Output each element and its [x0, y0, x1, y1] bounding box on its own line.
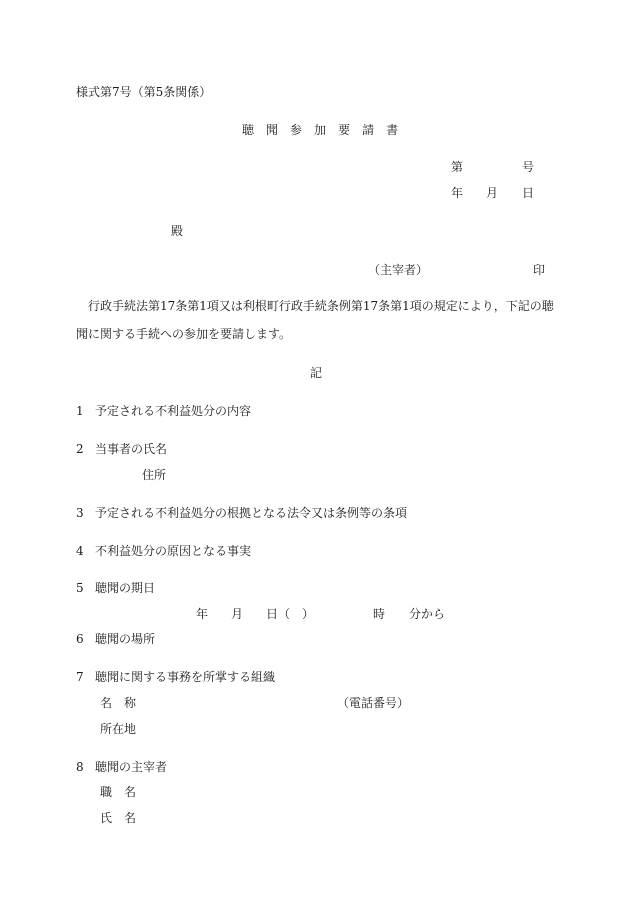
body-paragraph: 行政手続法第17条第1項又は利根町行政手続条例第17条第1項の規定により，下記の聴聞に関する手続への参加を要請します。 [76, 299, 554, 341]
ki-heading: 記 [310, 366, 323, 380]
item-label: 予定される不利益処分の内容 [95, 404, 252, 418]
hearing-time-hour: 時 [373, 607, 386, 621]
item-label: 予定される不利益処分の根拠となる法令又は条例等の条項 [95, 506, 408, 520]
form-number: 様式第7号（第5条関係） [76, 85, 212, 99]
item-7 [76, 669, 275, 685]
date-day: 日 [522, 186, 535, 200]
doc-number-go: 号 [522, 160, 535, 174]
item-number: 3 [76, 506, 84, 520]
item-label: 聴聞の主宰者 [95, 760, 168, 774]
item-1 [76, 403, 251, 419]
item-label: 当事者の氏名 [95, 442, 168, 456]
item-2-address: 住所 [142, 468, 167, 482]
addressee-suffix: 殿 [171, 224, 184, 238]
title-char: 要 [338, 123, 351, 137]
item-number: 4 [76, 544, 84, 558]
title-char: 聞 [266, 123, 279, 137]
title-char: 聴 [242, 123, 255, 137]
item-label: 不利益処分の原因となる事実 [95, 544, 252, 558]
presider-name-label: 氏 名 [100, 811, 137, 825]
item-number: 7 [76, 670, 84, 684]
item-number: 6 [76, 632, 84, 646]
item-4 [76, 543, 251, 559]
item-3 [76, 505, 407, 521]
title-char: 書 [386, 123, 399, 137]
title-char: 加 [314, 123, 327, 137]
doc-number-dai: 第 [451, 160, 464, 174]
item-label: 聴聞の場所 [95, 632, 156, 646]
document-title [242, 122, 398, 138]
org-phone-label: （電話番号） [337, 696, 410, 710]
title-char: 請 [362, 123, 375, 137]
org-address-label: 所在地 [100, 722, 137, 736]
hearing-date-year: 年 [196, 607, 209, 621]
item-number: 5 [76, 581, 84, 595]
item-number: 2 [76, 442, 84, 456]
item-6 [76, 631, 155, 647]
item-8 [76, 759, 167, 775]
item-label: 聴聞の期日 [95, 581, 156, 595]
item-number: 1 [76, 404, 84, 418]
item-2 [76, 441, 167, 457]
item-label: 聴聞に関する事務を所掌する組織 [95, 670, 276, 684]
seal-mark: 印 [533, 263, 546, 277]
date-month: 月 [486, 186, 499, 200]
title-char: 参 [290, 123, 303, 137]
hearing-date-day: 日（ ） [266, 607, 315, 621]
sender-label: （主宰者） [368, 263, 429, 277]
hearing-time-minute: 分から [409, 607, 446, 621]
item-5 [76, 580, 155, 596]
hearing-date-month: 月 [231, 607, 244, 621]
presider-position-label: 職 名 [100, 785, 137, 799]
item-number: 8 [76, 760, 84, 774]
org-name-label: 名 称 [100, 696, 137, 710]
date-year: 年 [451, 186, 464, 200]
